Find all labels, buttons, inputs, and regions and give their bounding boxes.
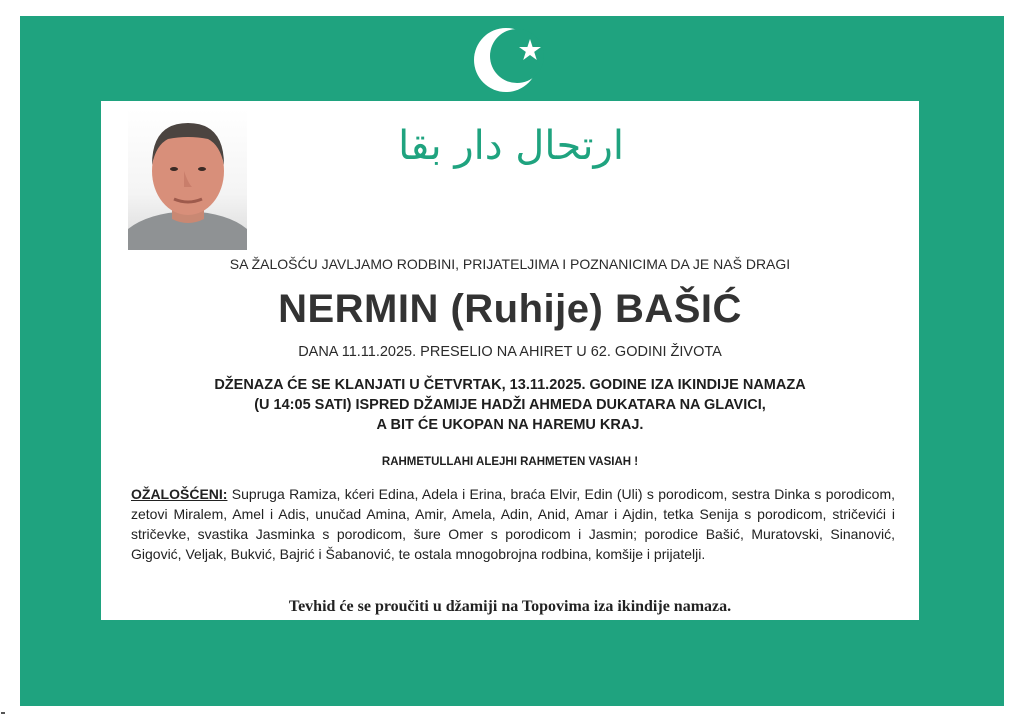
funeral-line-2: (U 14:05 SATI) ISPRED DŽAMIJE HADŽI AHMEDA DUKATARA NA GLAVICI, — [254, 397, 766, 413]
deceased-name: NERMIN (Ruhije) BAŠIĆ — [278, 287, 742, 331]
funeral-info — [101, 375, 919, 435]
portrait-illustration — [128, 109, 247, 250]
notice-panel — [101, 101, 919, 620]
intro-text: SA ŽALOŠĆU JAVLJAMO RODBINI, PRIJATELJIMA I POZNANICIMA DA JE NAŠ DRAGI — [229, 256, 791, 272]
mourners-paragraph — [131, 484, 895, 564]
funeral-line-1: DŽENAZA ĆE SE KLANJATI U ČETVRTAK, 13.11.2025. GODINE IZA IKINDIJE NAMAZA — [214, 377, 806, 393]
death-notice: DANA 11.11.2025. PRESELIO NA AHIRET U 62. GODINI ŽIVOTA — [298, 344, 722, 360]
prayer-text: RAHMETULLAHI ALEJHI RAHMETEN VASIAH ! — [381, 456, 639, 468]
arabic-heading — [398, 113, 624, 183]
scan-speck — [1, 712, 5, 714]
portrait-photo — [128, 109, 247, 250]
crescent-star-icon — [470, 24, 550, 96]
mourners-label: OŽALOŠĆENI: — [131, 486, 228, 502]
svg-text:ارتحال دار بقا: ارتحال دار بقا — [398, 123, 624, 169]
funeral-line-3: A BIT ĆE UKOPAN NA HAREMU KRAJ. — [376, 417, 644, 433]
tevhid-notice: Tevhid će se proučiti u džamiji na Topovima iza ikindije namaza. — [288, 598, 732, 615]
mourners-list: Supruga Ramiza, kćeri Edina, Adela i Erina, braća Elvir, Edin (Uli) s porodicom, sestra Dinka s porodicom, zetovi Miralem, Amel i Adis, unučad Amina, Amir, Amela, Adin, Anid, Amar i Ajdin, tetka Senija s porodicom, stričevići i stričevke, svastika Jasminka s porodicom, šure Omer s porodicom i Jasmin; porodice Bašić, Muratovski, Sinanović, Gigović, Veljak, Bukvić, Bajrić i Šabanović, te ostala mnogobrojna rodbina, komšije i prijatelji. — [131, 486, 895, 562]
